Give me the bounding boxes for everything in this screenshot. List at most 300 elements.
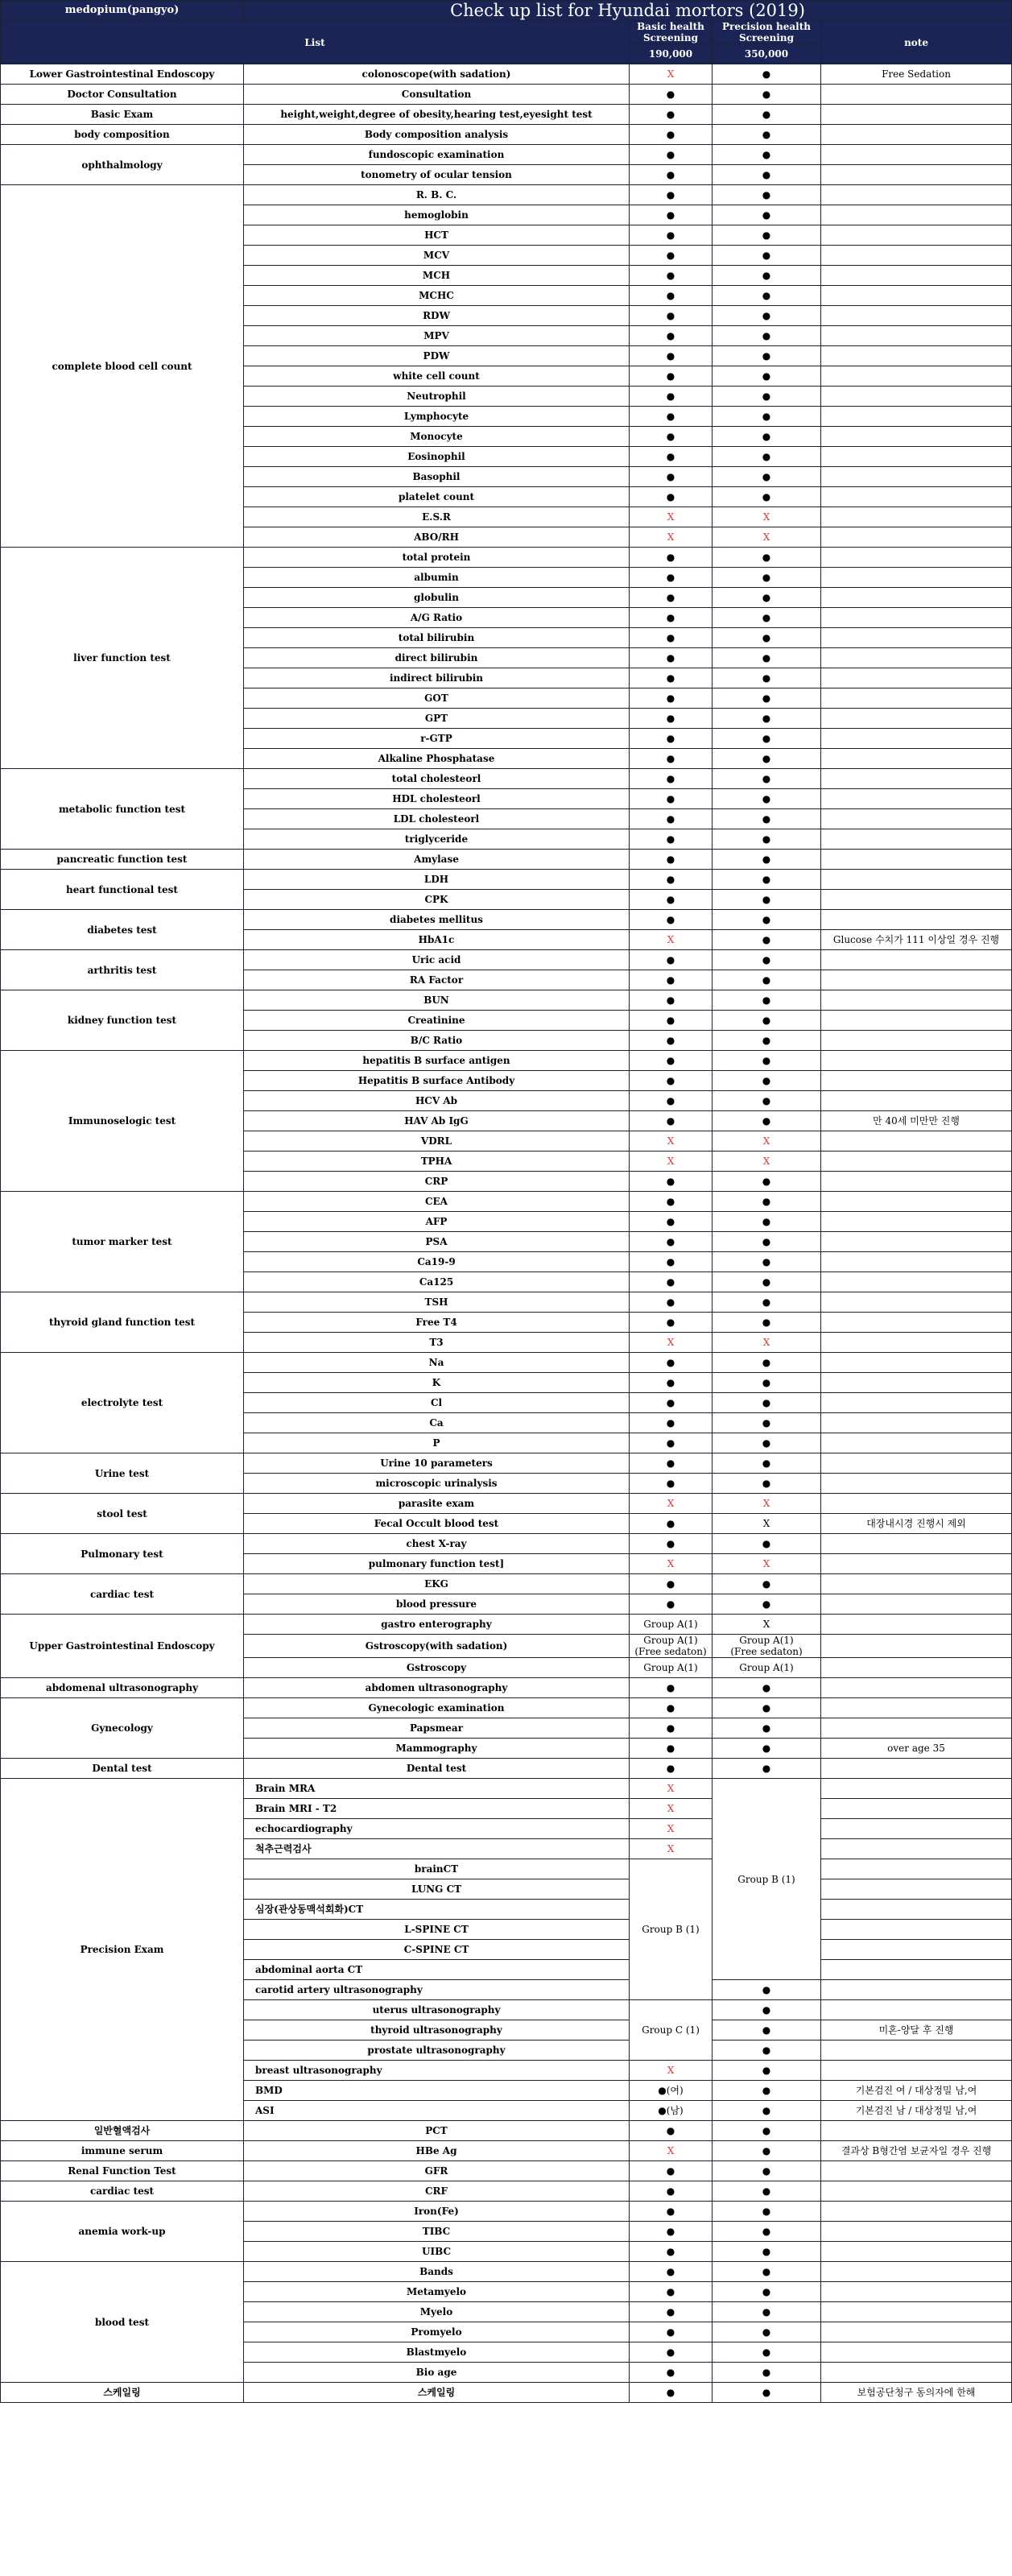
precision-mark: ● [713,1759,821,1779]
item-cell: MCH [244,266,630,286]
basic-mark: ● [630,769,713,789]
table-row [1,1494,1012,1514]
note-cell [821,1393,1012,1413]
basic-mark: ● [630,829,713,850]
item-cell: P [244,1433,630,1453]
note-cell [821,487,1012,507]
precision-mark: ● [713,1373,821,1393]
basic-mark: ● [630,1353,713,1373]
item-cell: CRF [244,2181,630,2202]
note-cell [821,1879,1012,1900]
item-cell: Na [244,1353,630,1373]
note-cell [821,326,1012,346]
note-cell [821,2041,1012,2061]
item-cell: MPV [244,326,630,346]
note-cell [821,789,1012,809]
item-cell: Alkaline Phosphatase [244,749,630,769]
category-cell: Doctor Consultation [1,85,244,105]
basic-mark: ● [630,2242,713,2262]
note-cell [821,1759,1012,1779]
note-cell [821,145,1012,165]
category-cell: electrolyte test [1,1353,244,1453]
note-cell [821,1698,1012,1718]
precision-mark: ● [713,2342,821,2363]
precision-mark: ● [713,366,821,387]
precision-mark: ● [713,1192,821,1212]
item-cell: T3 [244,1333,630,1353]
category-cell: blood test [1,2262,244,2383]
note-header: note [821,21,1012,64]
table-row [1,1615,1012,1635]
basic-mark: ● [630,1413,713,1433]
note-cell [821,1333,1012,1353]
table-row [1,2121,1012,2141]
table-row [1,910,1012,930]
note-cell [821,225,1012,246]
basic-mark: ● [630,990,713,1011]
table-row [1,870,1012,890]
note-cell: 만 40세 미만만 진행 [821,1111,1012,1131]
item-cell: Urine 10 parameters [244,1453,630,1474]
precision-mark: ● [713,1011,821,1031]
item-cell: Myelo [244,2302,630,2322]
item-cell: A/G Ratio [244,608,630,628]
precision-mark: ● [713,1051,821,1071]
note-cell [821,829,1012,850]
precision-mark: ● [713,850,821,870]
precision-mark: ● [713,2202,821,2222]
precision-mark: ● [713,286,821,306]
note-cell [821,1011,1012,1031]
note-cell [821,105,1012,125]
precision-mark: X [713,1333,821,1353]
basic-mark: ● [630,1051,713,1071]
basic-mark: ● [630,246,713,266]
basic-mark: ● [630,1071,713,1091]
category-cell: Renal Function Test [1,2161,244,2181]
basic-mark: ● [630,1292,713,1313]
precision-mark: ● [713,2322,821,2342]
note-cell: Free Sedation [821,64,1012,85]
category-cell: stool test [1,1494,244,1534]
item-cell: Blastmyelo [244,2342,630,2363]
precision-mark: ● [713,809,821,829]
note-cell [821,1574,1012,1594]
basic-mark: ● [630,628,713,648]
precision-price: 350,000 [713,44,821,64]
basic-mark: X [630,527,713,548]
item-cell: hepatitis B surface antigen [244,1051,630,1071]
precision-mark: X [713,1152,821,1172]
basic-mark: ● [630,326,713,346]
basic-mark: ● [630,2161,713,2181]
precision-mark: ● [713,1574,821,1594]
note-cell [821,2322,1012,2342]
basic-mark: X [630,1819,713,1839]
precision-mark: ● [713,789,821,809]
basic-mark: X [630,930,713,950]
item-cell: RDW [244,306,630,326]
basic-mark: ● [630,2121,713,2141]
category-cell: Pulmonary test [1,1534,244,1574]
precision-mark: ● [713,2222,821,2242]
precision-mark: ● [713,1172,821,1192]
table-row [1,1192,1012,1212]
basic-mark: ● [630,548,713,568]
item-cell: GOT [244,688,630,709]
basic-mark: ● [630,85,713,105]
item-cell: 심장(관상동맥석회화)CT [244,1900,630,1920]
note-cell [821,1960,1012,1980]
item-cell: white cell count [244,366,630,387]
category-cell: Urine test [1,1453,244,1494]
basic-mark: ● [630,1313,713,1333]
note-cell [821,1859,1012,1879]
note-cell [821,2121,1012,2141]
item-cell: ASI [244,2101,630,2121]
basic-mark: ● [630,1718,713,1739]
item-cell: Gstroscopy [244,1658,630,1678]
note-cell [821,447,1012,467]
note-cell [821,125,1012,145]
note-cell [821,1980,1012,2000]
basic-mark: ● [630,286,713,306]
note-cell [821,850,1012,870]
note-cell [821,1373,1012,1393]
item-cell: GFR [244,2161,630,2181]
note-cell [821,1413,1012,1433]
note-cell [821,2222,1012,2242]
note-cell [821,306,1012,326]
precision-mark: ● [713,1413,821,1433]
item-cell: fundoscopic examination [244,145,630,165]
note-cell [821,1313,1012,1333]
basic-mark: X [630,507,713,527]
item-cell: carotid artery ultrasonography [244,1980,630,2000]
note-cell [821,1658,1012,1678]
precision-mark: ● [713,85,821,105]
category-cell: Gynecology [1,1698,244,1759]
note-cell [821,2161,1012,2181]
precision-mark: ● [713,2081,821,2101]
category-cell: liver function test [1,548,244,769]
precision-mark: ● [713,990,821,1011]
precision-mark: ● [713,930,821,950]
item-cell: Amylase [244,850,630,870]
precision-mark: ● [713,2282,821,2302]
basic-price: 190,000 [630,44,713,64]
item-cell: Uric acid [244,950,630,970]
category-cell: metabolic function test [1,769,244,850]
item-cell: Ca19-9 [244,1252,630,1272]
note-cell [821,1453,1012,1474]
note-cell [821,366,1012,387]
table-row [1,185,1012,205]
basic-mark: ● [630,688,713,709]
note-cell [821,1474,1012,1494]
table-row [1,1698,1012,1718]
basic-mark: ● [630,1192,713,1212]
basic-mark: ● [630,890,713,910]
note-cell [821,2202,1012,2222]
item-cell: thyroid ultrasonography [244,2020,630,2041]
precision-mark: ● [713,588,821,608]
note-cell [821,205,1012,225]
table-row [1,850,1012,870]
precision-screening-header: Precision health Screening [713,21,821,44]
note-cell [821,1819,1012,1839]
precision-mark: ● [713,2302,821,2322]
note-cell [821,628,1012,648]
basic-mark: ● [630,2383,713,2403]
category-cell: cardiac test [1,2181,244,2202]
item-cell: gastro enterography [244,1615,630,1635]
item-cell: GPT [244,709,630,729]
precision-mark: ● [713,165,821,185]
item-cell: Bio age [244,2363,630,2383]
precision-mark: ● [713,125,821,145]
basic-mark: ● [630,407,713,427]
category-cell: arthritis test [1,950,244,990]
note-cell [821,688,1012,709]
precision-mark: ● [713,1353,821,1373]
note-cell: 결과상 B형간염 보균자일 경우 진행 [821,2141,1012,2161]
precision-mark: ● [713,1474,821,1494]
precision-mark: ● [713,1292,821,1313]
item-cell: Hepatitis B surface Antibody [244,1071,630,1091]
precision-mark: ● [713,225,821,246]
page-title: Check up list for Hyundai mortors (2019) [244,1,1012,21]
note-cell [821,1615,1012,1635]
note-cell [821,1920,1012,1940]
basic-mark: Group A(1) [630,1658,713,1678]
note-cell [821,1252,1012,1272]
note-cell [821,769,1012,789]
list-header: List [1,21,630,64]
note-cell [821,467,1012,487]
precision-mark: ● [713,2242,821,2262]
precision-mark: ● [713,326,821,346]
group-b-basic-cell: Group B (1) [630,1859,713,2000]
precision-mark: ● [713,608,821,628]
item-cell: Ca [244,1413,630,1433]
group-c-basic-cell: Group C (1) [630,2000,713,2061]
precision-mark: ● [713,1718,821,1739]
category-cell: Dental test [1,1759,244,1779]
item-cell: Iron(Fe) [244,2202,630,2222]
item-cell: Brain MRI - T2 [244,1799,630,1819]
item-cell: TIBC [244,2222,630,2242]
item-cell: Basophil [244,467,630,487]
basic-mark: X [630,1839,713,1859]
note-cell [821,1594,1012,1615]
basic-mark: ● [630,729,713,749]
basic-mark: X [630,1799,713,1819]
table-row [1,1453,1012,1474]
basic-mark: ● [630,950,713,970]
item-cell: RA Factor [244,970,630,990]
basic-mark: ● [630,910,713,930]
precision-mark: X [713,1514,821,1534]
basic-mark: ● [630,870,713,890]
basic-mark: ● [630,467,713,487]
basic-mark: X [630,1333,713,1353]
category-cell: complete blood cell count [1,185,244,548]
precision-mark: ● [713,950,821,970]
precision-mark: Group A(1) [713,1658,821,1678]
table-row [1,1759,1012,1779]
category-cell: 스케일링 [1,2383,244,2403]
note-cell: 기본검진 여 / 대상정밀 남,여 [821,2081,1012,2101]
item-cell: Papsmear [244,1718,630,1739]
precision-mark: ● [713,1091,821,1111]
table-row [1,950,1012,970]
basic-mark: ● [630,346,713,366]
basic-mark: X [630,1131,713,1152]
basic-mark: ● [630,185,713,205]
category-cell: cardiac test [1,1574,244,1615]
basic-mark: ● [630,2262,713,2282]
basic-mark: ● [630,970,713,990]
note-cell [821,1071,1012,1091]
table-row [1,1353,1012,1373]
table-row [1,1779,1012,1799]
category-cell: kidney function test [1,990,244,1051]
note-cell [821,1718,1012,1739]
precision-mark: ● [713,970,821,990]
precision-mark: ● [713,1739,821,1759]
precision-mark: ● [713,407,821,427]
item-cell: CEA [244,1192,630,1212]
item-cell: Free T4 [244,1313,630,1333]
basic-mark: ● [630,668,713,688]
precision-mark: ● [713,306,821,326]
item-cell: 척추근력검사 [244,1839,630,1859]
table-row [1,2161,1012,2181]
item-cell: TPHA [244,1152,630,1172]
note-cell [821,407,1012,427]
note-cell [821,1152,1012,1172]
precision-mark: ● [713,829,821,850]
precision-mark: ● [713,729,821,749]
note-cell [821,648,1012,668]
basic-mark: ● [630,105,713,125]
note-cell [821,890,1012,910]
basic-mark: X [630,2141,713,2161]
table-row [1,2141,1012,2161]
basic-mark: ● [630,2222,713,2242]
basic-mark: ● [630,125,713,145]
item-cell: LDH [244,870,630,890]
note-cell [821,709,1012,729]
precision-mark: ● [713,346,821,366]
note-cell [821,950,1012,970]
item-cell: colonoscope(with sadation) [244,64,630,85]
note-cell [821,185,1012,205]
precision-mark: ● [713,1980,821,2000]
precision-mark: ● [713,1272,821,1292]
category-cell: body composition [1,125,244,145]
note-cell [821,507,1012,527]
table-row [1,548,1012,568]
item-cell: VDRL [244,1131,630,1152]
item-cell: ABO/RH [244,527,630,548]
precision-mark: ● [713,2101,821,2121]
item-cell: hemoglobin [244,205,630,225]
note-cell [821,1031,1012,1051]
note-cell [821,2363,1012,2383]
basic-mark: X [630,2061,713,2081]
precision-mark: ● [713,1453,821,1474]
precision-mark: ● [713,1433,821,1453]
item-cell: CPK [244,890,630,910]
precision-mark: ● [713,1031,821,1051]
note-cell [821,1272,1012,1292]
note-cell [821,1232,1012,1252]
precision-mark: ● [713,668,821,688]
precision-mark: ● [713,688,821,709]
basic-mark: ● [630,1252,713,1272]
item-cell: breast ultrasonography [244,2061,630,2081]
item-cell: R. B. C. [244,185,630,205]
basic-mark: ● [630,165,713,185]
item-cell: triglyceride [244,829,630,850]
basic-mark: ● [630,608,713,628]
precision-mark: ● [713,64,821,85]
note-cell [821,2282,1012,2302]
note-cell [821,1051,1012,1071]
basic-mark: ● [630,2202,713,2222]
item-cell: HBe Ag [244,2141,630,2161]
note-cell [821,1494,1012,1514]
basic-mark: ● [630,1739,713,1759]
precision-mark: ● [713,1071,821,1091]
item-cell: PDW [244,346,630,366]
item-cell: BMD [244,2081,630,2101]
precision-mark: ● [713,870,821,890]
precision-mark: X [713,1131,821,1152]
precision-mark: ● [713,185,821,205]
basic-mark: ● [630,648,713,668]
basic-mark: X [630,1152,713,1172]
basic-mark: ● [630,1111,713,1131]
basic-mark: ● [630,205,713,225]
precision-mark: ● [713,749,821,769]
note-cell [821,1635,1012,1658]
basic-mark: X [630,1494,713,1514]
basic-mark: ● [630,387,713,407]
basic-mark: ● [630,1514,713,1534]
note-cell [821,1900,1012,1920]
precision-mark: ● [713,246,821,266]
basic-mark: ● [630,1011,713,1031]
item-cell: brainCT [244,1859,630,1879]
basic-mark: ● [630,2363,713,2383]
basic-mark: ● [630,1698,713,1718]
note-cell [821,608,1012,628]
basic-mark: ● [630,1373,713,1393]
item-cell: abdomen ultrasonography [244,1678,630,1698]
precision-mark: ● [713,2061,821,2081]
basic-mark: ● [630,2322,713,2342]
table-row [1,2202,1012,2222]
basic-mark: ● [630,145,713,165]
precision-mark: X [713,1615,821,1635]
item-cell: chest X-ray [244,1534,630,1554]
item-cell: HCT [244,225,630,246]
table-row [1,1678,1012,1698]
basic-mark: ● [630,1574,713,1594]
